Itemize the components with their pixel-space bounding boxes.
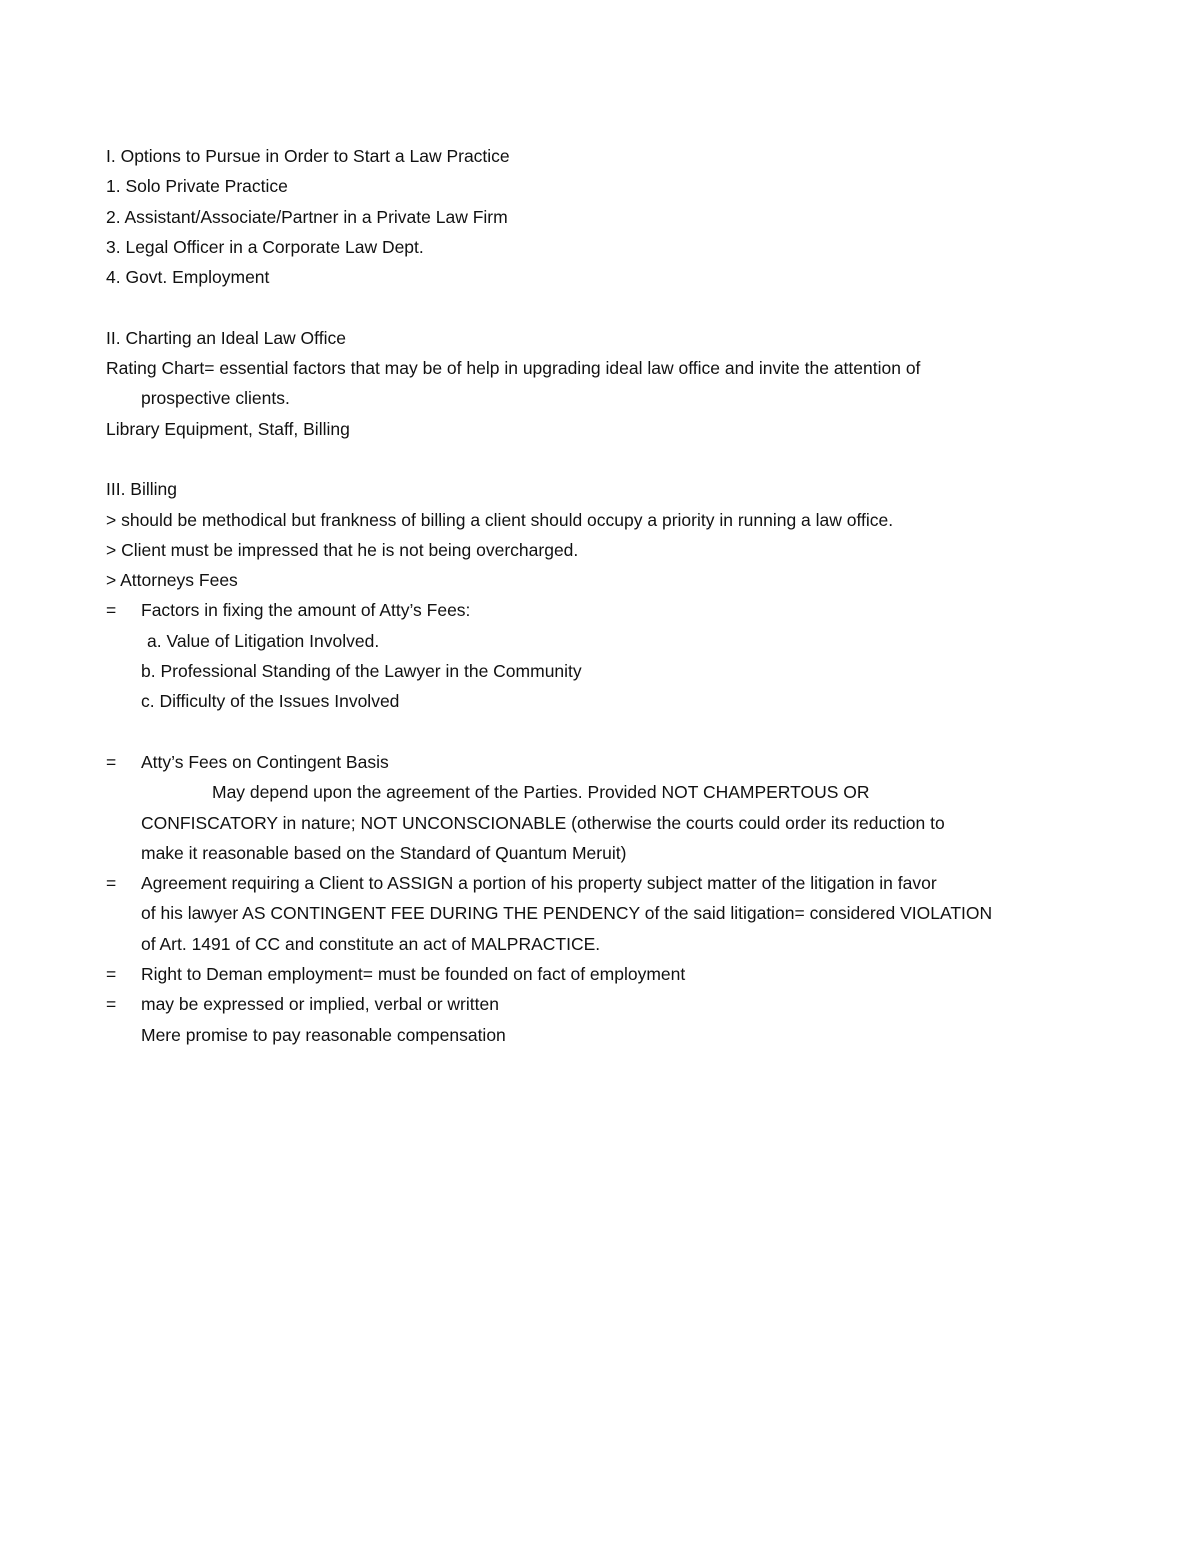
spacer	[106, 292, 1066, 322]
eq-marker: =	[106, 994, 117, 1015]
right-to-demand-line: Right to Deman employment= must be founded on fact of employment	[141, 964, 686, 985]
eq-marker: =	[106, 751, 117, 772]
rating-chart-factors: Library Equipment, Staff, Billing	[106, 418, 350, 439]
assign-line-1-row	[106, 868, 1066, 898]
assign-line-2: of his lawyer AS CONTINGENT FEE DURING THE PENDENCY of the said litigation= considered VIOLATION	[141, 903, 993, 924]
section-2-heading: II. Charting an Ideal Law Office	[106, 327, 346, 348]
list-item-4: 4. Govt. Employment	[106, 267, 270, 288]
eq-marker: =	[106, 600, 117, 621]
right-to-demand-row	[106, 959, 1066, 989]
expressed-line: may be expressed or implied, verbal or written	[141, 994, 499, 1015]
rating-chart-line-2: prospective clients.	[141, 388, 290, 409]
list-item-2: 2. Assistant/Associate/Partner in a Private Law Firm	[106, 206, 508, 227]
billing-bullet-2: > Client must be impressed that he is not being overcharged.	[106, 539, 579, 560]
contingent-line-1: May depend upon the agreement of the Parties. Provided NOT CHAMPERTOUS OR	[212, 782, 870, 803]
section-3-heading: III. Billing	[106, 479, 177, 500]
promise-line: Mere promise to pay reasonable compensation	[141, 1024, 506, 1045]
contingent-title: Atty’s Fees on Contingent Basis	[141, 751, 389, 772]
billing-bullet-3: > Attorneys Fees	[106, 570, 238, 591]
contingent-line-2: CONFISCATORY in nature; NOT UNCONSCIONABLE (otherwise the courts could order its reduction to	[141, 812, 945, 833]
factor-c: c. Difficulty of the Issues Involved	[141, 691, 400, 712]
spacer	[106, 717, 1066, 747]
factor-a: a. Value of Litigation Involved.	[147, 630, 380, 651]
expressed-row	[106, 989, 1066, 1019]
eq-marker: =	[106, 873, 117, 894]
contingent-line-3: make it reasonable based on the Standard of Quantum Meruit)	[141, 842, 627, 863]
factor-b: b. Professional Standing of the Lawyer in the Community	[141, 661, 582, 682]
section-1-heading: I. Options to Pursue in Order to Start a Law Practice	[106, 146, 510, 166]
contingent-title-line	[106, 747, 1066, 777]
spacer	[106, 444, 1066, 474]
assign-line-3: of Art. 1491 of CC and constitute an act of MALPRACTICE.	[141, 933, 601, 954]
factors-title: Factors in fixing the amount of Atty’s Fees:	[141, 600, 471, 621]
assign-line-1: Agreement requiring a Client to ASSIGN a portion of his property subject matter of the litigation in favor	[141, 873, 937, 894]
list-item-3: 3. Legal Officer in a Corporate Law Dept.	[106, 236, 424, 257]
document-body	[106, 141, 1066, 1050]
factors-title-line	[106, 595, 1066, 625]
billing-bullet-1: > should be methodical but frankness of billing a client should occupy a priority in running a law office.	[106, 509, 894, 530]
eq-marker: =	[106, 964, 117, 985]
rating-chart-line-1: Rating Chart= essential factors that may be of help in upgrading ideal law office and invite the attention of	[106, 358, 921, 379]
list-item-1: 1. Solo Private Practice	[106, 176, 288, 197]
